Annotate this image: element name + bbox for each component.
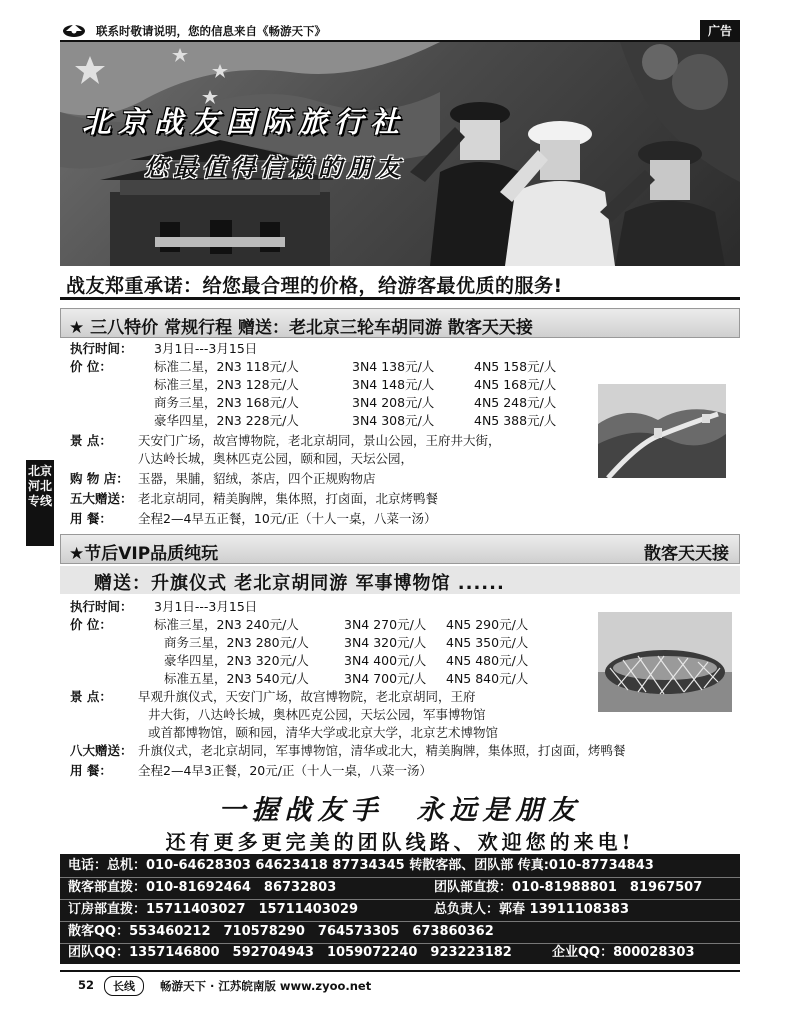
- spots-line: 或首都博物馆，颐和园，清华大学或北京大学，北京艺术博物馆: [148, 725, 499, 740]
- price-cell: 4N5 158元/人: [474, 359, 557, 374]
- section2-exec-row: [70, 598, 257, 616]
- side-tab-line: 专线: [27, 494, 52, 508]
- price-cell: 商务三星，2N3 168元/人: [154, 395, 299, 410]
- price-cell: 4N5 388元/人: [474, 413, 557, 428]
- section2-gift-row: [70, 742, 626, 760]
- gift-label: 八大赠送：: [70, 743, 133, 758]
- price-cell: 4N5 840元/人: [446, 671, 529, 686]
- service-promise: 战友郑重承诺：给您最合理的价格，给游客最优质的服务!: [60, 268, 740, 300]
- section1-meal-row: [70, 510, 437, 528]
- side-tab-line: 河北: [27, 479, 52, 493]
- side-tab-line: 北京: [27, 464, 52, 478]
- price-label: 价 位：: [70, 617, 112, 632]
- price-cell: 3N4 270元/人: [344, 617, 427, 632]
- agency-name: 北京战友国际旅行社: [82, 105, 407, 139]
- section1-heading: [60, 308, 740, 338]
- page-number: 52: [78, 978, 95, 992]
- spots-label: 景 点：: [70, 689, 112, 704]
- spots-line: 早观升旗仪式，天安门广场，故宫博物院，老北京胡同，王府: [138, 689, 476, 704]
- spots-label: 景 点：: [70, 433, 112, 448]
- magazine-logo-icon: [62, 22, 86, 38]
- price-cell: 3N4 208元/人: [352, 395, 435, 410]
- page-header: [60, 20, 740, 42]
- shop-value: 玉器，果脯，貂绒，茶店，四个正规购物店: [138, 471, 376, 486]
- agency-tagline: 您最值得信赖的朋友: [144, 153, 405, 182]
- price-cell: 3N4 138元/人: [352, 359, 435, 374]
- price-cell: 4N5 168元/人: [474, 377, 557, 392]
- spots-line: 八达岭长城，奥林匹克公园，颐和园，天坛公园，: [138, 451, 414, 466]
- group-qq: 团队QQ：1357146800 592704943 1059072240 923223182: [68, 945, 512, 960]
- section2-price-label-row: [70, 616, 154, 634]
- section1-exec-row: [70, 340, 257, 358]
- publication-info: 畅游天下 · 江苏皖南版 www.zyoo.net: [160, 979, 372, 993]
- great-wall-photo: [598, 384, 726, 478]
- section1-heading-text: ★ 三八特价 常规行程 赠送：老北京三轮车胡同游 散客天天接: [69, 318, 533, 338]
- phone-main-row: 电话：总机：010-64628303 64623418 87734345 转散客部、团队部 传真:010-87734843: [68, 858, 654, 873]
- spots-line: 井大街，八达岭长城，奥林匹克公园，天坛公园，军事博物馆: [148, 707, 486, 722]
- exec-label: 执行时间：: [70, 599, 133, 614]
- source-note: 联系时敬请说明，您的信息来自《畅游天下》: [96, 24, 326, 38]
- price-cell: 4N5 480元/人: [446, 653, 529, 668]
- exec-value: 3月1日---3月15日: [154, 599, 258, 614]
- section1-shop-row: [70, 470, 376, 488]
- section2-heading-right: 散客天天接: [644, 544, 729, 564]
- price-cell: 豪华四星，2N3 228元/人: [154, 413, 299, 428]
- section2-heading: [60, 534, 740, 564]
- price-cell: 3N4 400元/人: [344, 653, 427, 668]
- section2-gifts-banner: 赠送：升旗仪式 老北京胡同游 军事博物馆 ......: [60, 566, 740, 594]
- manager-contact: 总负责人：郭春 13911108383: [434, 902, 630, 917]
- great-wall-image: [598, 384, 726, 478]
- price-cell: 商务三星，2N3 280元/人: [164, 635, 309, 650]
- section-badge: 长线: [104, 976, 144, 996]
- price-cell: 4N5 290元/人: [446, 617, 529, 632]
- spots-line: 天安门广场，故宫博物院，老北京胡同，景山公园，王府井大街，: [138, 433, 501, 448]
- price-cell: 3N4 148元/人: [352, 377, 435, 392]
- ad-tag: 广告: [700, 20, 740, 40]
- price-cell: 4N5 248元/人: [474, 395, 557, 410]
- section1-price-label-row: [70, 358, 154, 376]
- friendship-slogan: 一握战友手 永远是朋友: [218, 795, 582, 826]
- price-cell: 3N4 320元/人: [344, 635, 427, 650]
- meal-value: 全程2—4早3正餐，20元/正（十人一桌，八菜一汤）: [138, 763, 432, 778]
- hero-banner: [60, 42, 740, 266]
- group-dept-phone: 团队部直拨：010-81988801 81967507: [434, 880, 703, 895]
- price-cell: 标准三星，2N3 240元/人: [154, 617, 299, 632]
- exec-value: 3月1日---3月15日: [154, 341, 258, 356]
- price-cell: 标准二星，2N3 118元/人: [154, 359, 299, 374]
- exec-label: 执行时间：: [70, 341, 133, 356]
- price-label: 价 位：: [70, 359, 112, 374]
- meal-label: 用 餐：: [70, 511, 112, 526]
- price-cell: 豪华四星，2N3 320元/人: [164, 653, 309, 668]
- price-cell: 标准三星，2N3 128元/人: [154, 377, 299, 392]
- price-cell: 标准五星，2N3 540元/人: [164, 671, 309, 686]
- birds-nest-photo: [598, 612, 732, 712]
- price-cell: 3N4 700元/人: [344, 671, 427, 686]
- meal-label: 用 餐：: [70, 763, 112, 778]
- birds-nest-image: [598, 612, 732, 712]
- section2-heading-text: ★节后VIP品质纯玩: [69, 544, 219, 564]
- gift-label: 五大赠送：: [70, 491, 133, 506]
- section2-spots-row: [70, 688, 476, 706]
- meal-value: 全程2—4早五正餐，10元/正（十人一桌，八菜一汤）: [138, 511, 437, 526]
- call-to-action: 还有更多更完美的团队线路、欢迎您的来电!: [165, 830, 635, 854]
- contact-panel: [60, 854, 740, 964]
- enterprise-qq: 企业QQ：800028303: [552, 945, 695, 960]
- price-cell: 4N5 350元/人: [446, 635, 529, 650]
- individual-qq: 散客QQ：553460212 710578290 764573305 673860362: [68, 924, 494, 939]
- route-category-tab: [26, 460, 54, 546]
- booking-dept-phone: 订房部直拨：15711403027 15711403029: [68, 902, 358, 917]
- individual-dept-phone: 散客部直拨：010-81692464 86732803: [68, 880, 337, 895]
- section1-spots-row: [70, 432, 501, 450]
- section1-gift-row: [70, 490, 438, 508]
- page-footer: [60, 970, 740, 996]
- price-cell: 3N4 308元/人: [352, 413, 435, 428]
- section2-meal-row: [70, 762, 432, 780]
- gift-value: 升旗仪式，老北京胡同，军事博物馆，清华或北大，精美胸牌，集体照，打卤面，烤鸭餐: [138, 743, 626, 758]
- shop-label: 购 物 店：: [70, 471, 129, 486]
- gift-value: 老北京胡同，精美胸牌，集体照，打卤面，北京烤鸭餐: [138, 491, 439, 506]
